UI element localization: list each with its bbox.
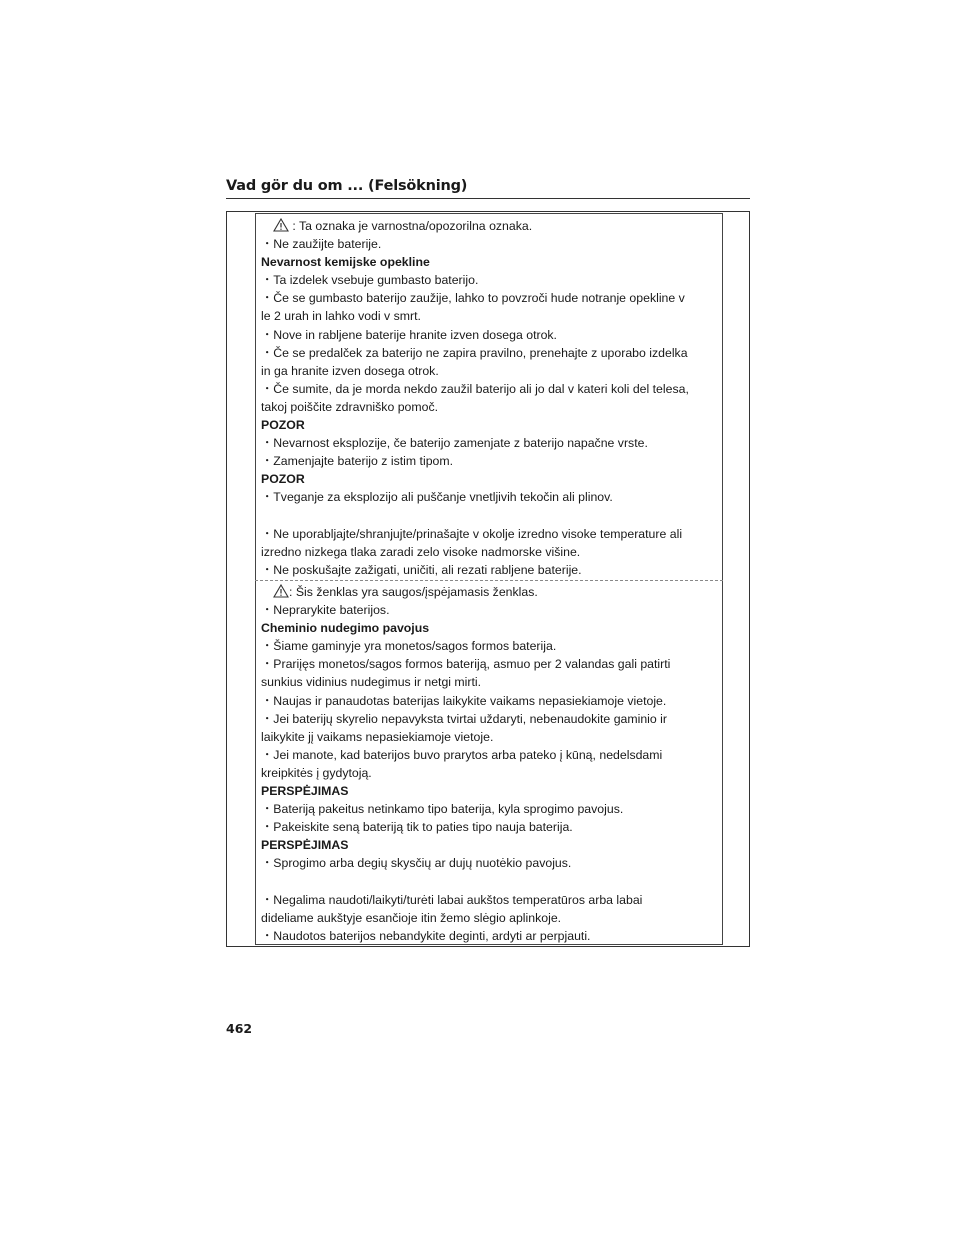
text-line: ・Ta izdelek vsebuje gumbasto baterijo. xyxy=(261,273,479,288)
text-line: ・Nove in rabljene baterije hranite izven dosega otrok. xyxy=(261,327,557,342)
text-line: ・Prariįęs monetos/sagos formos bateriją, asmuo per 2 valandas gali patirti xyxy=(261,657,671,672)
warning-symbol-text: : Ta oznaka je varnostna/opozorilna oznaka. xyxy=(289,219,533,233)
text-line: sunkius vidinius nudegimus ir netgi mirti. xyxy=(261,675,482,690)
text-line: izredno nizkega tlaka zaradi zelo visoke nadmorske višine. xyxy=(261,544,581,559)
text-line: dideliame aukštyje esančioje itin žemo slėgio aplinkoje. xyxy=(261,910,562,925)
text-line: takoj poiščite zdravniško pomoč. xyxy=(261,399,439,414)
text-line: ・Naudotos baterijos nebandykite deginti, ardyti ar perpjauti. xyxy=(261,928,591,943)
section-slovenian xyxy=(261,217,721,579)
warning-triangle-icon xyxy=(261,217,289,235)
text-line: ・Šiame gaminyje yra monetos/sagos formos baterija. xyxy=(261,639,557,654)
warning-triangle-icon xyxy=(261,583,289,601)
section-lithuanian xyxy=(261,583,721,945)
header-rule xyxy=(226,198,750,199)
text-line: ・Če se gumbasto baterijo zaužije, lahko to povzroči hude notranje opekline v xyxy=(261,291,685,306)
section-heading: POZOR xyxy=(261,418,305,433)
text-line: ・Ne poskušajte zažigati, uničiti, ali rezati rabljene baterije. xyxy=(261,562,582,577)
text-line: ・Če se predalček za baterijo ne zapira pravilno, prenehajte z uporabo izdelka xyxy=(261,345,688,360)
page-number: 462 xyxy=(226,1021,253,1036)
blank-line xyxy=(261,873,721,891)
text-line: kreipkitės į gydytoją. xyxy=(261,765,372,780)
text-line: ・Nevarnost eksplozije, če baterijo zamenjate z baterijo napačne vrste. xyxy=(261,436,648,451)
text-line: ・Pakeiskite seną bateriją tik to paties tipo nauja baterija. xyxy=(261,820,573,835)
text-line: ・Sprogimo arba degių skysčių ar dujų nuotėkio pavojus. xyxy=(261,856,572,871)
section-heading: POZOR xyxy=(261,472,305,487)
text-line: ・Jei manote, kad baterijos buvo prarytos arba pateko į kūną, nedelsdami xyxy=(261,747,663,762)
text-line: ・Ne zaužijte baterije. xyxy=(261,237,382,252)
text-line: ・Neprarykite baterijos. xyxy=(261,603,390,618)
text-line: ・Če sumite, da je morda nekdo zaužil baterijo ali jo dal v kateri koli del telesa, xyxy=(261,381,689,396)
text-line: in ga hranite izven dosega otrok. xyxy=(261,363,439,378)
warning-symbol-text: : Šis ženklas yra saugos/įspėjamasis ženklas. xyxy=(289,585,538,599)
text-line: ・Bateriją pakeitus netinkamo tipo baterija, kyla sprogimo pavojus. xyxy=(261,802,624,817)
text-line: ・Ne uporabljajte/shranjujte/prinašajte v okolje izredno visoke temperature ali xyxy=(261,526,683,541)
text-line: ・Tveganje za eksplozijo ali puščanje vnetljivih tekočin ali plinov. xyxy=(261,490,613,505)
text-line: ・Negalima naudoti/laikyti/turėti labai aukštos temperatūros arba labai xyxy=(261,892,643,907)
warning-symbol-line xyxy=(261,217,721,235)
section-heading: Nevarnost kemijske opekline xyxy=(261,255,430,270)
section-divider xyxy=(255,580,723,581)
text-line: laikykite jį vaikams nepasiekiamoje vietoje. xyxy=(261,729,494,744)
blank-line xyxy=(261,507,721,525)
text-line: ・Naujas ir panaudotas baterijas laikykite vaikams nepasiekiamoje vietoje. xyxy=(261,693,667,708)
section-heading: Cheminio nudegimo pavojus xyxy=(261,621,430,636)
text-line: ・Zamenjajte baterijo z istim tipom. xyxy=(261,454,454,469)
section-heading: PERSPĖJIMAS xyxy=(261,784,349,799)
section-heading: PERSPĖJIMAS xyxy=(261,838,349,853)
text-line: ・Jei baterijų skyrelio nepavyksta tvirtai uždaryti, nebenaudokite gaminio ir xyxy=(261,711,667,726)
warning-symbol-line xyxy=(261,583,721,601)
page-header-title: Vad gör du om ... (Felsökning) xyxy=(226,178,468,194)
text-line: le 2 urah in lahko vodi v smrt. xyxy=(261,309,421,324)
